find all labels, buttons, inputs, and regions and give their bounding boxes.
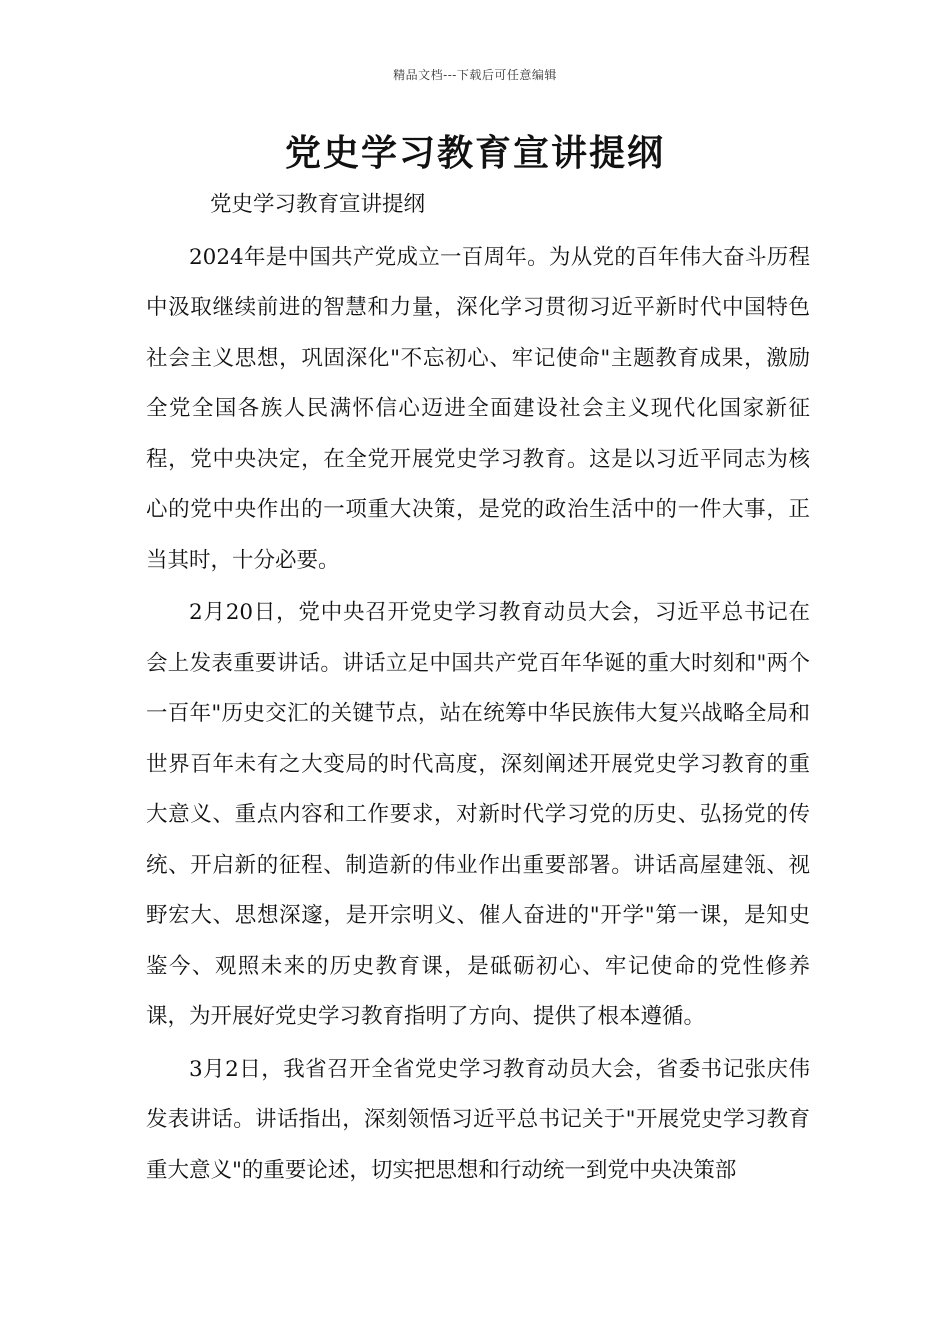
- paragraph: 2024年是中国共产党成立一百周年。为从党的百年伟大奋斗历程中汲取继续前进的智慧和力量，深化学习贯彻习近平新时代中国特色社会主义思想，巩固深化"不忘初心、牢记使命"主题教育成果，激励全党全国各族人民满怀信心迈进全面建设社会主义现代化国家新征程，党中央决定，在全党开展党史学习教育。这是以习近平同志为核心的党中央作出的一项重大决策，是党的政治生活中的一件大事，正当其时，十分必要。: [146, 244, 810, 573]
- document-body: [146, 180, 810, 1198]
- document-title: 党史学习教育宣讲提纲: [284, 133, 665, 174]
- paragraph: 2月20日，党中央召开党史学习教育动员大会，习近平总书记在会上发表重要讲话。讲话立足中国共产党百年华诞的重大时刻和"两个一百年"历史交汇的关键节点，站在统筹中华民族伟大复兴战略全局和世界百年未有之大变局的时代高度，深刻阐述开展党史学习教育的重大意义、重点内容和工作要求，对新时代学习党的历史、弘扬党的传统、开启新的征程、制造新的伟业作出重要部署。讲话高屋建瓴、视野宏大、思想深邃，是开宗明义、催人奋进的"开学"第一课，是知史鉴今、观照未来的历史教育课，是砥砺初心、牢记使命的党性修养课，为开展好党史学习教育指明了方向、提供了根本遵循。: [146, 600, 810, 1029]
- header-note: 精品文档---下载后可任意编辑: [393, 68, 557, 82]
- document-subtitle: 党史学习教育宣讲提纲: [210, 192, 426, 217]
- paragraph: 3月2日，我省召开全省党史学习教育动员大会，省委书记张庆伟发表讲话。讲话指出，深刻领悟习近平总书记关于"开展党史学习教育重大意义"的重要论述，切实把思想和行动统一到党中央决策部: [146, 1056, 810, 1183]
